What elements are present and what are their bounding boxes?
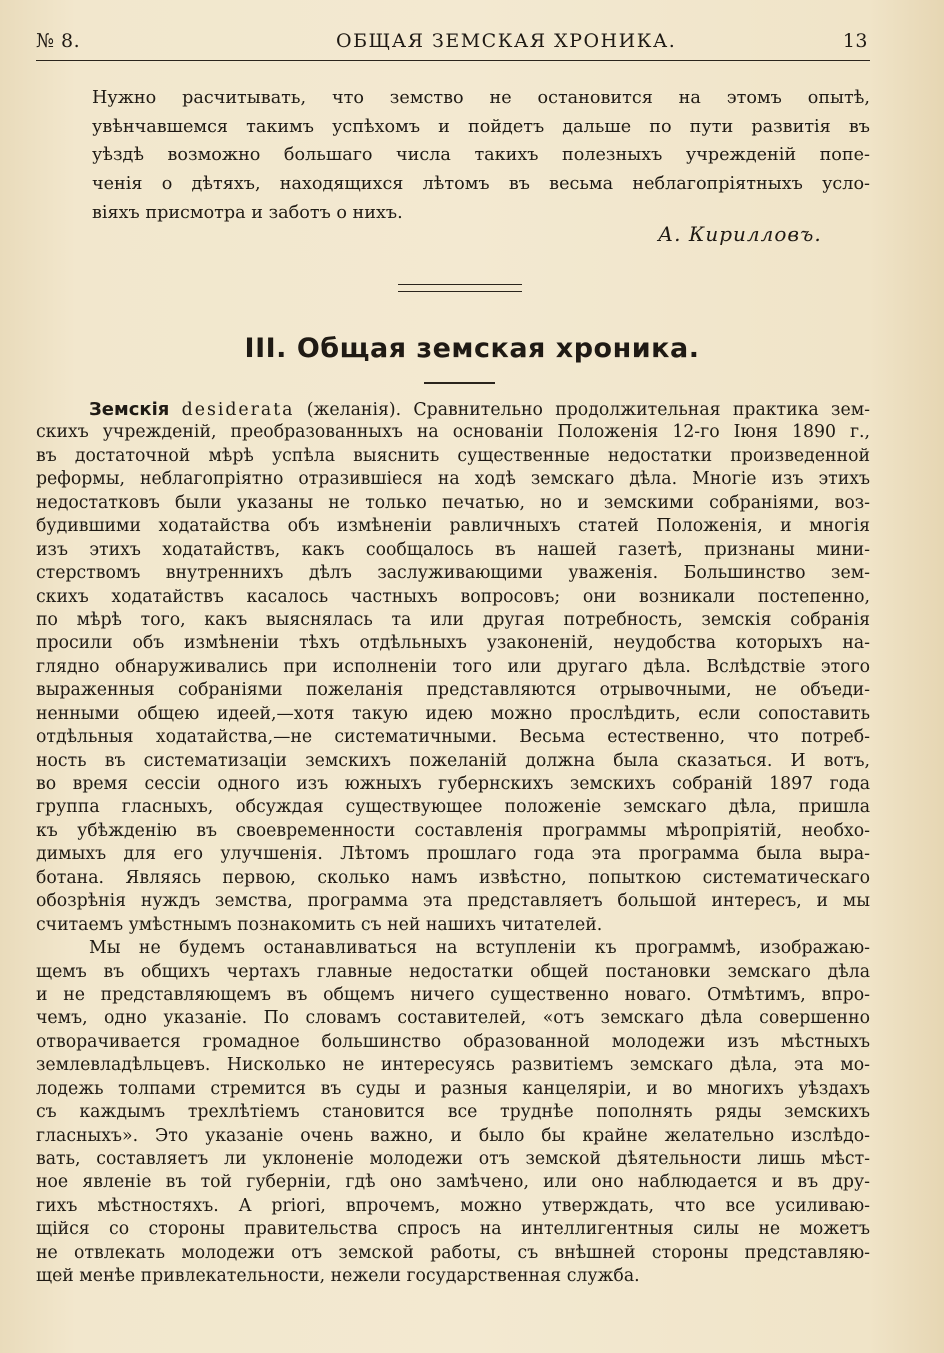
article-line: вать, составляетъ ли уклоненіе молодежи отъ земской дѣятельности лишь мѣст- bbox=[36, 1149, 870, 1169]
article-line: изъ этихъ ходатайствъ, какъ сообщалось въ нашей газетѣ, признаны мини- bbox=[36, 539, 870, 560]
lead-term: Земскія bbox=[89, 399, 170, 420]
article-line: димыхъ для его улучшенія. Лѣтомъ прошлаго года эта программа была выра- bbox=[36, 844, 870, 865]
running-title: ОБЩАЯ ЗЕМСКАЯ ХРОНИКА. bbox=[336, 30, 677, 52]
article-line: и не представляющемъ въ общемъ ничего существенно новаго. Отмѣтимъ, впро- bbox=[36, 984, 870, 1005]
article-line: землевладѣльцевъ. Нисколько не интересуясь развитіемъ земскаго дѣла, эта мо- bbox=[36, 1055, 870, 1076]
intro-line: Нужно расчитывать, что земство не остановится на этомъ опытѣ, bbox=[92, 88, 870, 108]
issue-number: № 8. bbox=[36, 30, 81, 52]
article-line: по мѣрѣ того, какъ выяснялась та или другая потребность, земскія собранія bbox=[36, 609, 870, 630]
article-line: Мы не будемъ останавливаться на вступленіи къ программѣ, изображаю- bbox=[89, 938, 870, 959]
article-line: стерствомъ внутреннихъ дѣлъ заслуживающими уваженія. Большинство зем- bbox=[36, 563, 870, 584]
article-line: выраженныя собраніями пожеланія представляются отрывочными, не объеди- bbox=[36, 680, 870, 701]
article-line: обозрѣнія нуждъ земства, программа эта представляетъ большой интересъ, и мы bbox=[36, 891, 870, 912]
article-line: во время сессіи одного изъ южныхъ губернскихъ земскихъ собраній 1897 года bbox=[36, 774, 870, 794]
article-line: ненными общею идеей,—хотя такую идею можно прослѣдить, если сопоставить bbox=[36, 703, 870, 724]
article-line: просили объ измѣненіи тѣхъ отдѣльныхъ узаконеній, неудобства которыхъ на- bbox=[36, 633, 870, 654]
section-title: III. Общая земская хроника. bbox=[244, 333, 700, 364]
article-line: чемъ, одно указаніе. По словамъ составителей, «отъ земскаго дѣла совершенно bbox=[36, 1008, 870, 1029]
article-line: отдѣльныя ходатайства,—не систематичными. Весьма естественно, что потреб- bbox=[36, 727, 870, 748]
article-line: группа гласныхъ, обсуждая существующее положеніе земскаго дѣла, пришла bbox=[36, 797, 870, 818]
article-line: лодежь толпами стремится въ суды и разныя канцеляріи, и во многихъ уѣздахъ bbox=[36, 1078, 870, 1099]
title-underline bbox=[424, 382, 495, 384]
article-line: Земскія desiderata (желанія). Сравнительно продолжительная практика зем- bbox=[89, 399, 870, 420]
intro-line: увѣнчавшемся такимъ успѣхомъ и пойдетъ дальше по пути развитія въ bbox=[92, 116, 870, 137]
article-line: щей менѣе привлекательности, нежели государственная служба. bbox=[36, 1266, 640, 1287]
article-line: недостатковъ были указаны не только печатью, но и земскими собраніями, воз- bbox=[36, 492, 870, 513]
article-line: скихъ учрежденій, преобразованныхъ на основаніи Положенія 12-го Іюня 1890 г., bbox=[36, 422, 870, 443]
article-line: отворачивается громадное большинство образованной молодежи изъ мѣстныхъ bbox=[36, 1031, 870, 1052]
intro-line: віяхъ присмотра и заботъ о нихъ. bbox=[92, 202, 403, 223]
intro-line: ченія о дѣтяхъ, находящихся лѣтомъ въ весьма неблагопріятныхъ усло- bbox=[92, 174, 870, 195]
article-line: къ убѣжденію въ своевременности составленія программы мѣропріятій, необхо- bbox=[36, 820, 870, 841]
article-line: считаемъ умѣстнымъ познакомить съ ней нашихъ читателей. bbox=[36, 914, 603, 935]
article-line: въ достаточной мѣрѣ успѣла выяснить существенные недостатки произведенной bbox=[36, 445, 870, 466]
article-line: реформы, неблагопріятно отразившіеся на ходѣ земскаго дѣла. Многіе изъ этихъ bbox=[36, 469, 870, 490]
article-line: будившими ходатайства объ измѣненіи равличныхъ статей Положенія, и многія bbox=[36, 516, 870, 537]
article-line: щемъ въ общихъ чертахъ главные недостатки общей постановки земскаго дѣла bbox=[36, 961, 870, 982]
article-line: гласныхъ». Это указаніе очень важно, и было бы крайне желательно изслѣдо- bbox=[36, 1125, 870, 1146]
lead-latin-term: desiderata bbox=[181, 400, 295, 420]
article-line: скихъ ходатайствъ касалось частныхъ вопросовъ; они возникали постепенно, bbox=[36, 586, 870, 607]
article-line: гихъ мѣстностяхъ. A priori, впрочемъ, можно утверждать, что все усиливаю- bbox=[36, 1195, 870, 1216]
intro-paragraph bbox=[92, 84, 870, 228]
author-signature: А. Кирилловъ. bbox=[658, 222, 822, 246]
article-line: ность въ систематизаціи земскихъ пожеланій должна была сказаться. И вотъ, bbox=[36, 750, 870, 771]
page-number: 13 bbox=[842, 30, 868, 52]
article-body bbox=[36, 398, 870, 1289]
running-header bbox=[36, 28, 870, 61]
intro-line: уѣздѣ возможно большаго числа такихъ полезныхъ учрежденій попе- bbox=[92, 145, 870, 166]
article-line: ное явленіе въ той губерніи, гдѣ оно замѣчено, или оно наблюдается и въ дру- bbox=[36, 1172, 870, 1193]
article-line: ботана. Являясь первою, сколько намъ извѣстно, попыткою систематическаго bbox=[36, 867, 870, 888]
section-divider bbox=[398, 284, 522, 292]
article-line: щійся со стороны правительства спросъ на интеллигентныя силы не можетъ bbox=[36, 1219, 870, 1240]
article-line: глядно обнаруживались при исполненіи того или другаго дѣла. Вслѣдствіе этого bbox=[36, 656, 870, 677]
article-line: съ каждымъ трехлѣтіемъ становится все труднѣе пополнять ряды земскихъ bbox=[36, 1102, 870, 1123]
article-line: не отвлекать молодежи отъ земской работы, съ внѣшней стороны представляю- bbox=[36, 1242, 870, 1263]
